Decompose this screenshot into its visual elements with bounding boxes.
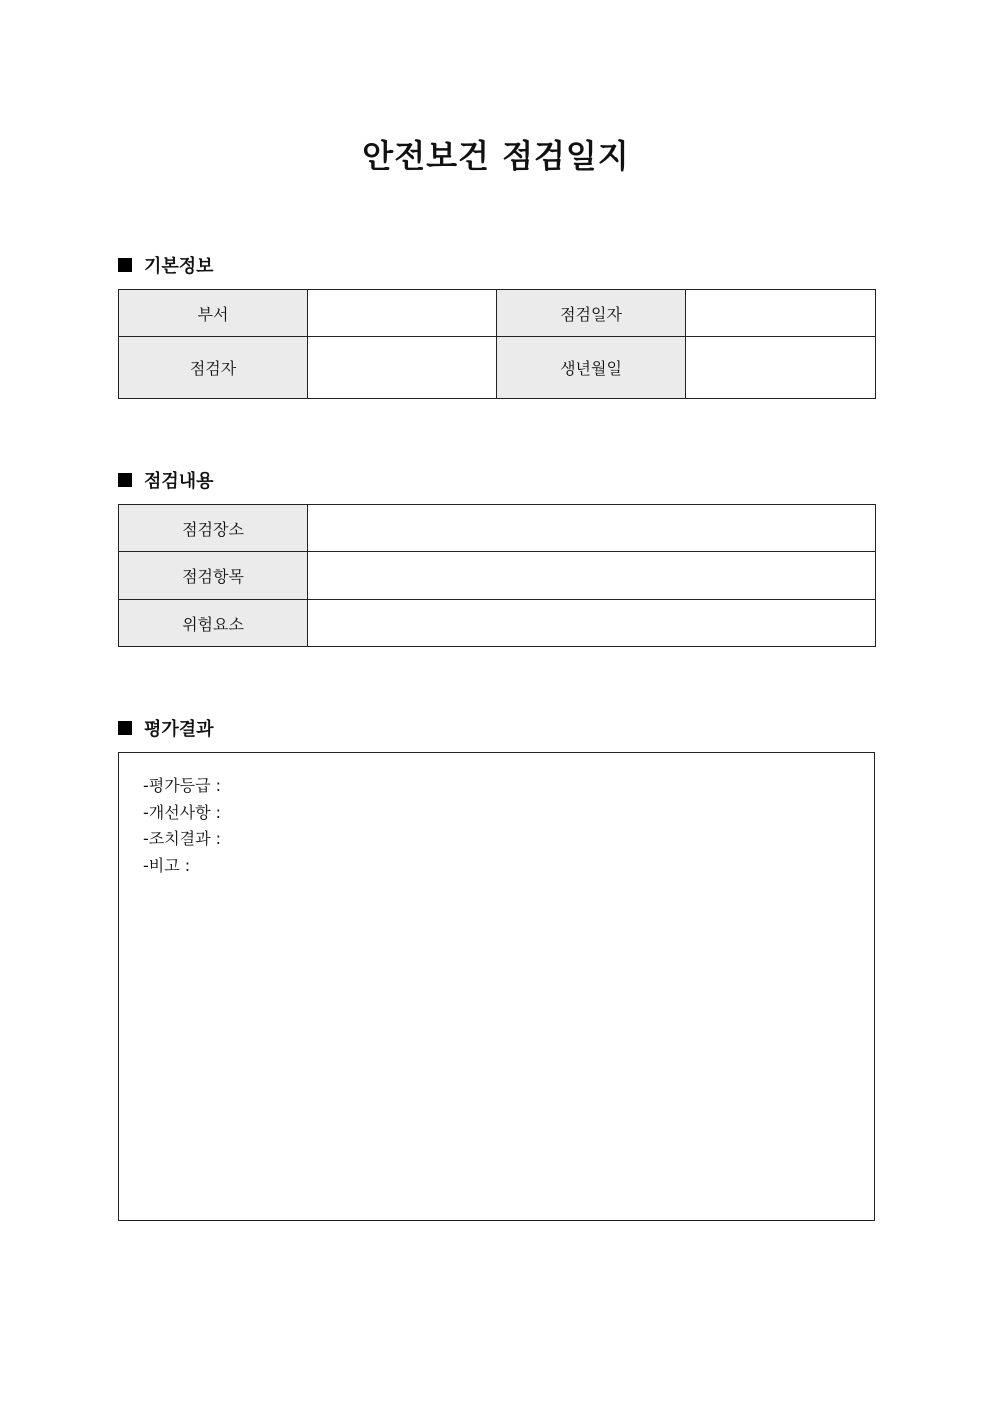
- inspection-location-field[interactable]: [308, 505, 876, 552]
- inspector-label: 점검자: [119, 337, 308, 399]
- section-heading-evaluation: [118, 715, 214, 741]
- square-bullet-icon: [118, 721, 132, 735]
- hazard-factor-field[interactable]: [308, 600, 876, 647]
- birthdate-label: 생년월일: [497, 337, 686, 399]
- improvement-line: -개선사항 :: [143, 802, 222, 822]
- page-title: 안전보건 점검일지: [362, 137, 630, 175]
- section-heading-label: 점검내용: [144, 471, 214, 492]
- section-heading-basic-info: [118, 252, 214, 278]
- hazard-factor-label: 위험요소: [119, 600, 308, 647]
- square-bullet-icon: [118, 258, 132, 272]
- inspection-date-label: 점검일자: [497, 290, 686, 337]
- inspection-location-label: 점검장소: [119, 505, 308, 552]
- evaluation-grade-line: -평가등급 :: [143, 776, 222, 795]
- section-heading-label: 기본정보: [144, 256, 214, 277]
- table-row: [119, 290, 876, 337]
- section-heading-label: 평가결과: [144, 719, 214, 740]
- square-bullet-icon: [118, 473, 132, 487]
- inspection-item-field[interactable]: [308, 552, 876, 600]
- department-field[interactable]: [308, 290, 497, 337]
- table-row: [119, 552, 876, 600]
- inspection-content-table: [118, 504, 876, 647]
- birthdate-field[interactable]: [686, 337, 876, 399]
- evaluation-lines: [119, 753, 874, 879]
- department-label: 부서: [119, 290, 308, 337]
- remarks-line: -비고 :: [143, 855, 191, 875]
- section-heading-inspection-content: [118, 467, 214, 493]
- table-row: [119, 337, 876, 399]
- table-row: [119, 600, 876, 647]
- action-result-line: -조치결과 :: [143, 829, 222, 848]
- inspection-item-label: 점검항목: [119, 552, 308, 600]
- inspector-field[interactable]: [308, 337, 497, 399]
- inspection-date-field[interactable]: [686, 290, 876, 337]
- basic-info-table: [118, 289, 876, 399]
- table-row: [119, 505, 876, 552]
- evaluation-result-box[interactable]: [118, 752, 875, 1221]
